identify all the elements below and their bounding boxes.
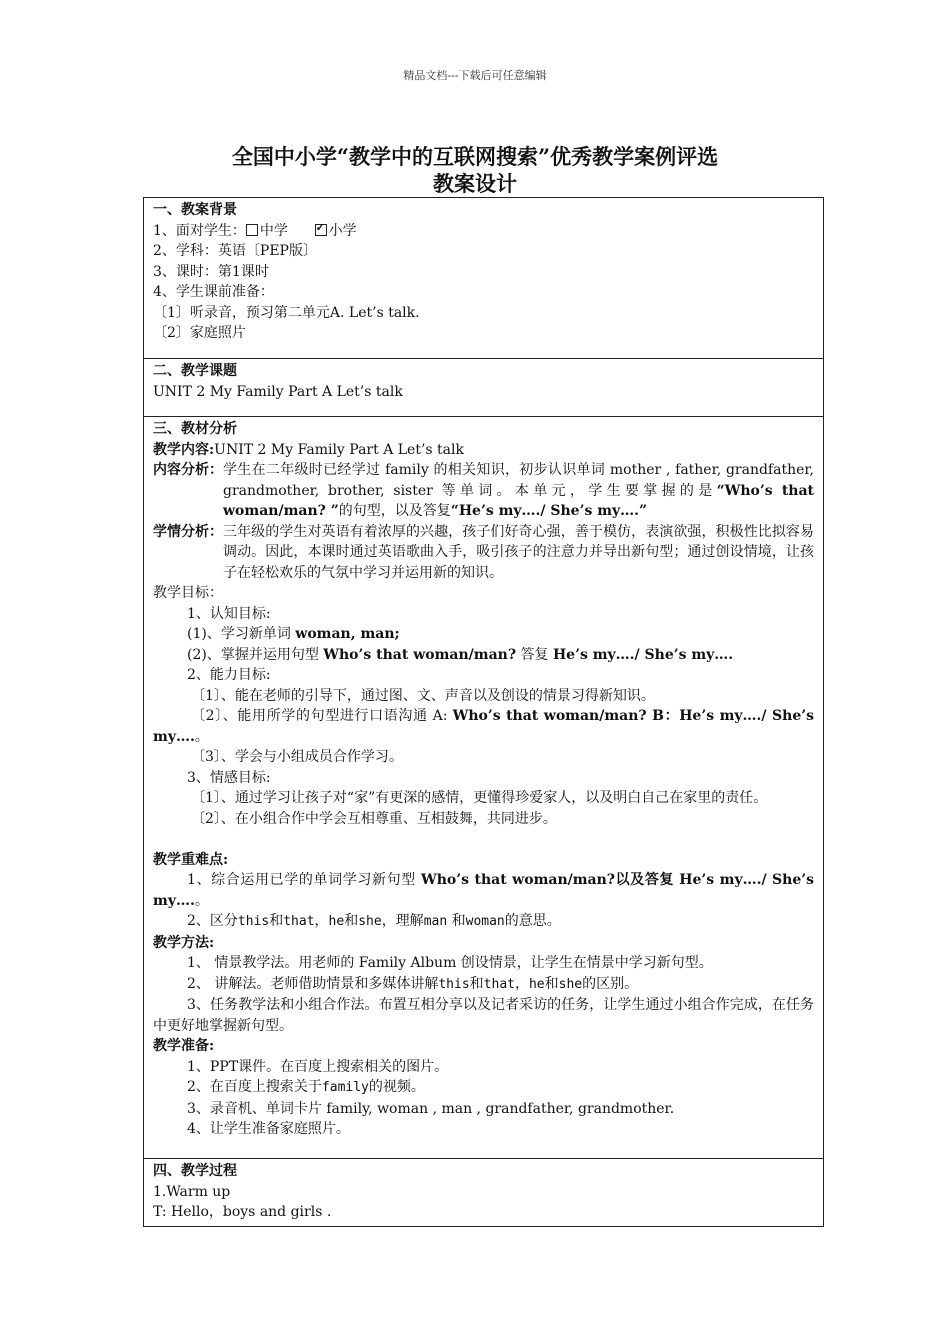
option-primary-school: 小学 <box>328 222 357 239</box>
period-row: 3、课时：第1课时 <box>153 263 269 280</box>
p2-text-a: 2、在百度上搜索关于 <box>187 1079 322 1095</box>
content-label: 教学内容: <box>153 441 215 458</box>
m2-text-a: 2、 讲解法。老师借助情景和多媒体讲解 <box>187 975 439 992</box>
key1-text: 1、综合运用已学的单词学习新句型 <box>187 872 421 888</box>
topic-text: UNIT 2 My Family Part A Let’s talk <box>153 383 403 400</box>
key2-text-f: 和 <box>447 913 466 929</box>
prep-label: 教学准备: <box>153 1038 215 1054</box>
checkbox-middle-school[interactable] <box>246 224 258 236</box>
learner-row <box>153 522 823 584</box>
header-note: 精品文档---下载后可任意编辑 <box>403 69 547 82</box>
key2-that: that <box>283 914 315 929</box>
content-row <box>153 440 823 461</box>
cognitive-goal-1 <box>153 624 823 645</box>
emotion-goal-1: 〔1〕、通过学习让孩子对“家”有更深的感情，更懂得珍爱家人，以及明白自己在家里的责任。 <box>191 790 768 806</box>
m2-this: this <box>438 976 470 992</box>
section-heading: 三、教材分析 <box>153 421 237 437</box>
analysis-text <box>223 460 823 522</box>
cognitive-goal: 1、认知目标: <box>187 605 271 622</box>
learner-label: 学情分析： <box>153 523 223 540</box>
key2-this: this <box>237 914 270 929</box>
checkbox-primary-school[interactable] <box>315 224 327 236</box>
p2-text-b: 的视频。 <box>368 1079 425 1095</box>
analysis-text-b: 的句型，以及答复 <box>338 503 451 519</box>
prep-row: 4、学生课前准备： <box>153 284 274 300</box>
lesson-plan-table <box>143 197 824 1227</box>
key-points-label: 教学重难点: <box>153 851 229 868</box>
key1-question: Who’s that woman/man? <box>421 872 616 888</box>
section-background <box>144 198 823 358</box>
section-heading: 四、教学过程 <box>153 1163 237 1179</box>
analysis-label: 内容分析： <box>153 462 223 478</box>
section-material-analysis <box>144 416 823 1158</box>
ability-goal-2 <box>153 706 823 747</box>
analysis-text-a: 学生在二年级时已经学过 family 的相关知识，初步认识单词 mother , father, grandfather, grandmother, brother, sister 等单词。本单元，学生要掌握的是 <box>223 462 814 499</box>
prep-3: 3、录音机、单词卡片 family, woman , man , grandfather, grandmother. <box>187 1100 675 1117</box>
m2-text-d: 和 <box>544 975 559 992</box>
teacher-line-1: T: Hello，boys and girls . <box>153 1204 332 1220</box>
m2-text-c: ， <box>514 975 529 992</box>
ab2-dialogue: Who’s that woman/man? B：He’s my…./ She’s my…. <box>153 708 814 745</box>
cog2-text: (2)、掌握并运用句型 <box>187 646 324 663</box>
goals-heading: 教学目标： <box>153 585 223 601</box>
prep-item-2: 〔2〕家庭照片 <box>153 325 246 341</box>
analysis-row <box>153 460 823 522</box>
m2-that: that <box>483 976 515 992</box>
analysis-bold-answer: “He’s my…./ She’s my….” <box>450 503 648 519</box>
option-middle-school: 中学 <box>259 222 288 239</box>
cog2-question: Who’s that woman/man? <box>323 646 517 663</box>
learner-text: 三年级的学生对英语有着浓厚的兴趣，孩子们好奇心强，善于模仿，表演欲强，积极性比拟容易调动。因此，本课时通过英语歌曲入手，吸引孩子的注意力并导出新句型；通过创设情境，让孩子在轻松欢乐的气氛中学习并运用新的知识。 <box>223 523 814 581</box>
cog2-connector: 答复 <box>516 646 553 663</box>
method-1: 1、 情景教学法。用老师的 Family Album 创设情景，让学生在情景中学习新句型。 <box>187 955 713 971</box>
cog1-words: woman, man; <box>295 626 400 642</box>
emotion-goal: 3、情感目标: <box>187 769 271 786</box>
content-text: UNIT 2 My Family Part A Let’s talk <box>214 441 464 458</box>
key2-woman: woman <box>465 914 505 929</box>
key2-text-c: ， <box>314 913 329 929</box>
key2-text-d: 和 <box>344 913 359 929</box>
key2-she: she <box>358 914 382 929</box>
ability-goal: 2、能力目标: <box>187 667 271 683</box>
subject-row: 2、学科：英语〔PEP版〕 <box>153 243 317 259</box>
key1-answer: He’s my…./ She’s my…. <box>153 872 815 909</box>
method-label: 教学方法: <box>153 934 215 951</box>
spacer <box>153 829 823 850</box>
cognitive-goal-2 <box>153 645 823 666</box>
key2-text-e: ，理解 <box>381 913 424 929</box>
m2-text-b: 和 <box>469 975 484 992</box>
key2-he: he <box>328 914 345 929</box>
section-heading: 一、教案背景 <box>153 202 237 218</box>
step-warm-up: 1.Warm up <box>153 1183 231 1200</box>
ability-goal-3: 〔3〕、学会与小组成员合作学习。 <box>191 749 403 765</box>
prep-4: 4、让学生准备家庭照片。 <box>187 1121 350 1137</box>
method-2 <box>153 974 823 996</box>
analysis-bold-question: “Who’s that woman/man? ” <box>223 482 814 519</box>
prep-2 <box>153 1077 823 1099</box>
key1-connector: 以及答复 <box>615 872 675 888</box>
p2-family: family <box>321 1080 369 1095</box>
emotion-goal-2: 〔2〕、在小组合作中学会互相尊重、互相鼓舞，共同进步。 <box>191 810 557 827</box>
key-point-2 <box>153 911 823 933</box>
key2-man: man <box>423 914 448 929</box>
key2-text-a: 2、区分 <box>187 913 238 929</box>
students-label: 1、面对学生： <box>153 222 246 239</box>
cog1-text: (1)、学习新单词 <box>187 626 296 642</box>
key2-text-g: 的意思。 <box>504 913 561 929</box>
m2-she: she <box>558 976 583 992</box>
ab2-end: 。 <box>194 728 209 745</box>
ability-goal-1: 〔1〕、能在老师的引导下，通过图、文、声音以及创设的情景习得新知识。 <box>191 687 655 704</box>
key-point-1 <box>153 870 823 911</box>
cog2-answer: He’s my…./ She’s my…. <box>552 646 734 663</box>
ab2-text: 〔2〕、能用所学的句型进行口语沟通 A: <box>191 708 453 724</box>
prep-item-1: 〔1〕听录音，预习第二单元A. Let’s talk. <box>153 304 420 321</box>
m2-he: he <box>528 976 545 992</box>
title-line-2: 教案设计 <box>433 171 517 196</box>
key2-text-b: 和 <box>269 913 284 929</box>
section-process <box>144 1158 823 1228</box>
m2-text-e: 的区别。 <box>582 975 639 992</box>
section-heading: 二、教学课题 <box>153 363 237 379</box>
section-topic <box>144 358 823 416</box>
key1-end: 。 <box>194 892 209 909</box>
prep-1: 1、PPT课件。在百度上搜索相关的图片。 <box>187 1058 449 1075</box>
title-line-1: 全国中小学“教学中的互联网搜索”优秀教学案例评选 <box>231 144 719 169</box>
method-3: 3、任务教学法和小组合作法。布置互相分享以及记者采访的任务，让学生通过小组合作完成，在任务中更好地掌握新句型。 <box>153 997 814 1034</box>
document-title <box>0 143 950 197</box>
students-row <box>153 221 823 242</box>
